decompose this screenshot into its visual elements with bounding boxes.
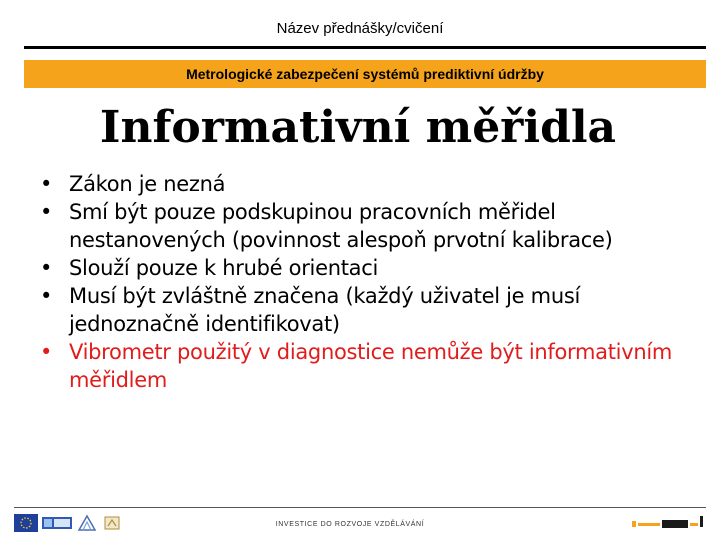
bullet-icon: •	[40, 284, 53, 308]
footer-logos	[14, 513, 122, 533]
bullet-text: Zákon je nezná	[69, 172, 226, 196]
esf-logo	[42, 514, 72, 532]
op-logo	[102, 514, 122, 532]
bullet-item	[40, 170, 700, 198]
footer-divider	[14, 507, 706, 508]
eu-flag-logo	[14, 514, 38, 532]
header-divider	[24, 46, 706, 49]
bullet-icon: •	[40, 256, 53, 280]
bullet-text: Smí být pouze podskupinou pracovních měřidel nestanovených (povinnost alespoň prvotní kalibrace)	[69, 200, 613, 252]
bullet-item-highlight	[40, 338, 700, 394]
msmt-logo	[76, 514, 98, 532]
slide-title: Informativní měřidla	[99, 102, 617, 153]
bullet-item	[40, 198, 700, 254]
university-logo	[630, 514, 706, 532]
bullet-icon: •	[40, 340, 53, 364]
bullet-item	[40, 254, 700, 282]
course-banner: Metrologické zabezpečení systémů prediktivní údržby	[24, 60, 706, 88]
footer-text: INVESTICE DO ROZVOJE VZDĚLÁVÁNÍ	[275, 521, 425, 528]
bullet-text: Musí být zvláštně značena (každý uživatel je musí jednoznačně identifikovat)	[69, 284, 581, 336]
header-title: Název přednášky/cvičení	[276, 20, 444, 37]
bullet-icon: •	[40, 172, 53, 196]
bullet-list	[40, 170, 700, 394]
bullet-icon: •	[40, 200, 53, 224]
bullet-text: Slouží pouze k hrubé orientaci	[69, 256, 379, 280]
bullet-item	[40, 282, 700, 338]
bullet-text: Vibrometr použitý v diagnostice nemůže být informativním měřidlem	[69, 340, 673, 392]
